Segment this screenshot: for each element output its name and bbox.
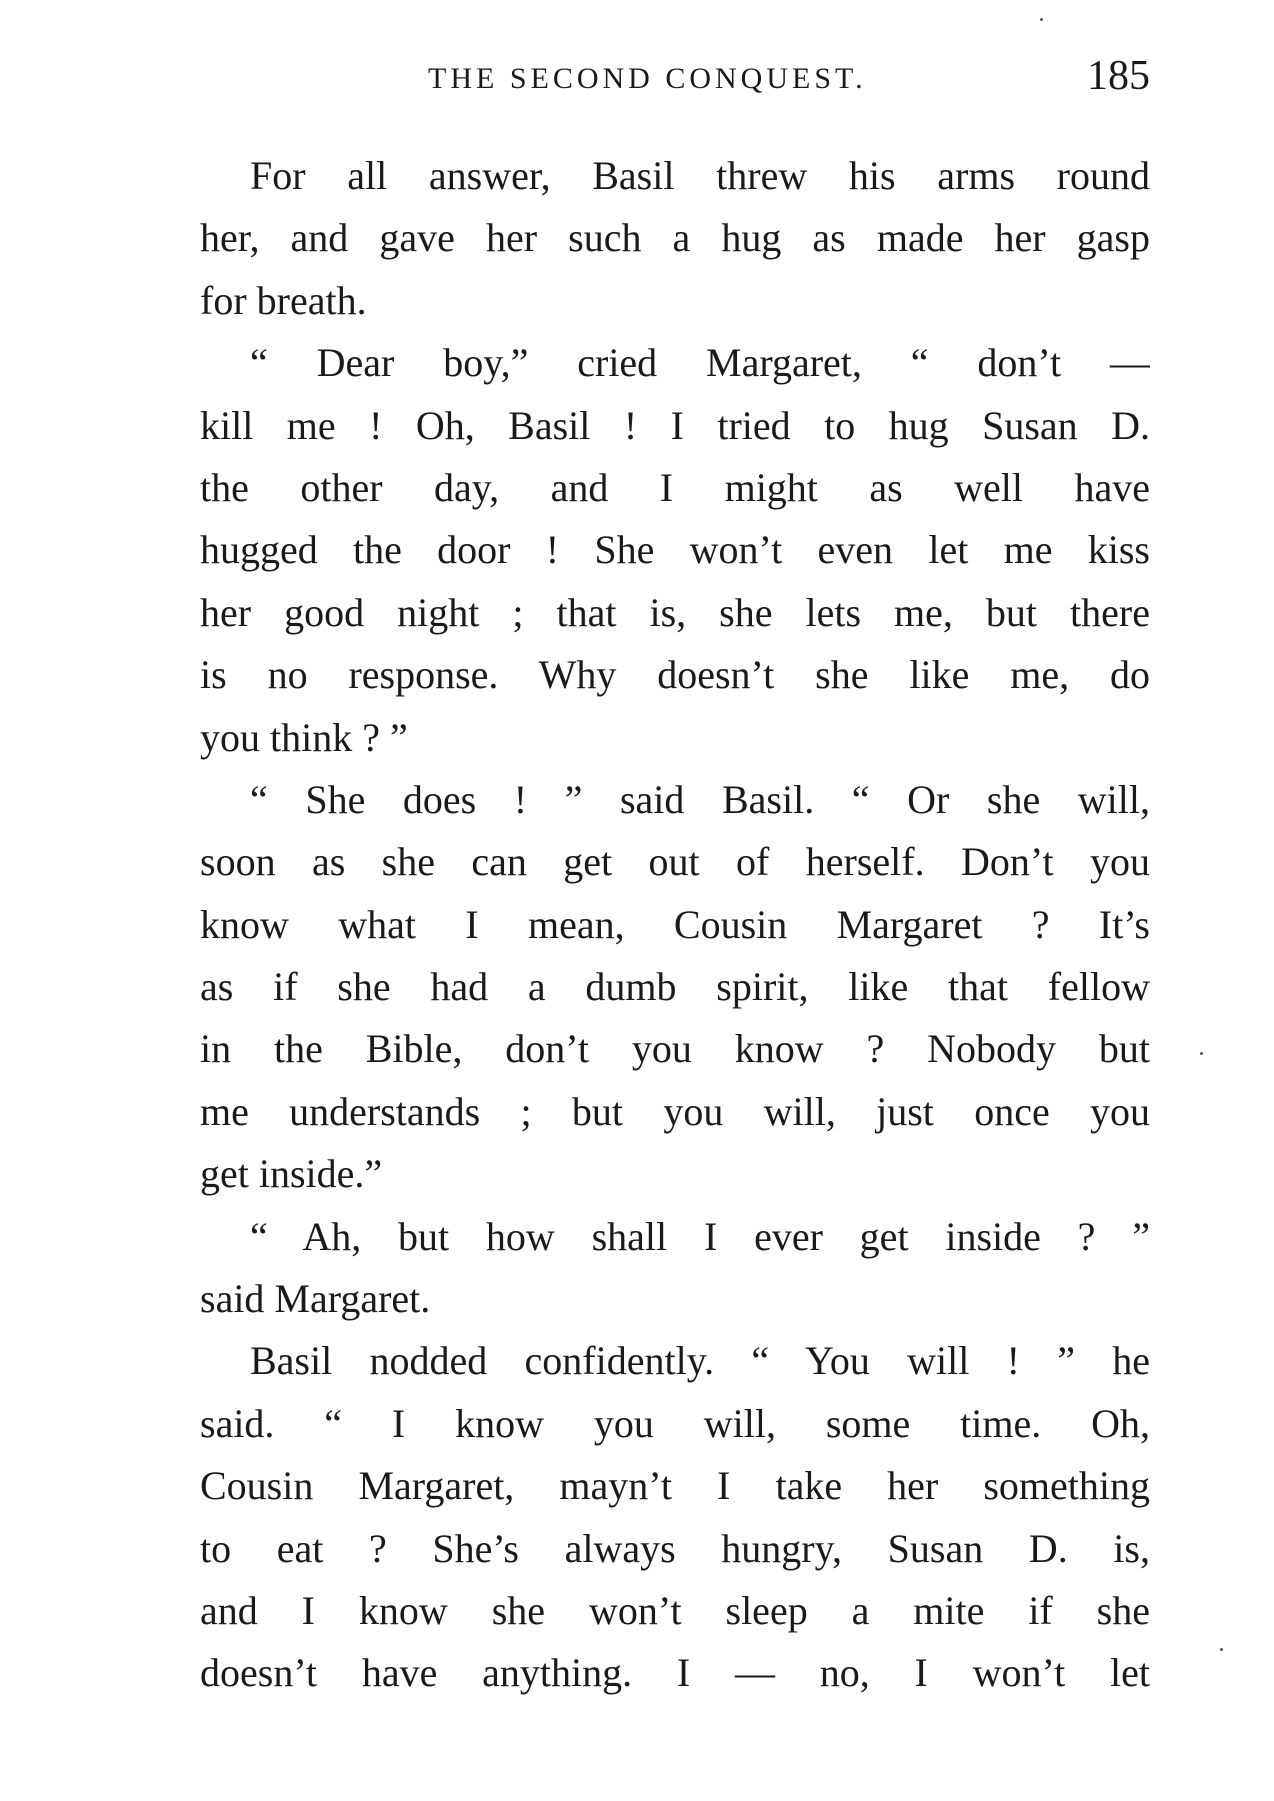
text-line: her good night ; that is, she lets me, but there: [200, 589, 1150, 635]
text-line: in the Bible, don’t you know ? Nobody but: [200, 1026, 1150, 1072]
print-speck: [1220, 1648, 1223, 1651]
text-line: to eat ? She’s always hungry, Susan D. is,: [200, 1525, 1150, 1571]
text-line: soon as she can get out of herself. Don’t you: [200, 839, 1150, 885]
text-line: said. “ I know you will, some time. Oh,: [200, 1400, 1150, 1446]
running-head: [200, 52, 1150, 112]
text-line: “ Ah, but how shall I ever get inside ? ”: [250, 1213, 1150, 1259]
text-line: doesn’t have anything. I — no, I won’t let: [200, 1650, 1150, 1696]
text-line: me understands ; but you will, just once you: [200, 1088, 1150, 1134]
text-line: her, and gave her such a hug as made her gasp: [200, 215, 1150, 261]
text-line: “ She does ! ” said Basil. “ Or she will,: [250, 776, 1150, 822]
page-number: 185: [1087, 53, 1150, 99]
body-text: [200, 145, 1150, 1705]
text-line: get inside.”: [200, 1151, 383, 1197]
text-line: is no response. Why doesn’t she like me, do: [200, 652, 1150, 698]
text-line: you think ? ”: [200, 714, 408, 760]
text-line: kill me ! Oh, Basil ! I tried to hug Susan D.: [200, 402, 1150, 448]
text-line: and I know she won’t sleep a mite if she: [200, 1587, 1150, 1633]
text-line: said Margaret.: [200, 1276, 431, 1322]
text-line: “ Dear boy,” cried Margaret, “ don’t —: [250, 340, 1150, 386]
running-title: THE SECOND CONQUEST.: [428, 62, 867, 95]
text-line: know what I mean, Cousin Margaret ? It’s: [200, 901, 1150, 947]
text-line: as if she had a dumb spirit, like that fellow: [200, 964, 1150, 1010]
print-speck: [1040, 18, 1043, 21]
text-line: For all answer, Basil threw his arms round: [250, 153, 1150, 198]
text-line: Basil nodded confidently. “ You will ! ” he: [250, 1338, 1150, 1384]
text-line: the other day, and I might as well have: [200, 464, 1150, 510]
text-line: hugged the door ! She won’t even let me kiss: [200, 527, 1150, 573]
text-line: for breath.: [200, 277, 367, 323]
text-line: Cousin Margaret, mayn’t I take her something: [200, 1463, 1150, 1509]
print-speck: [1200, 1052, 1203, 1055]
